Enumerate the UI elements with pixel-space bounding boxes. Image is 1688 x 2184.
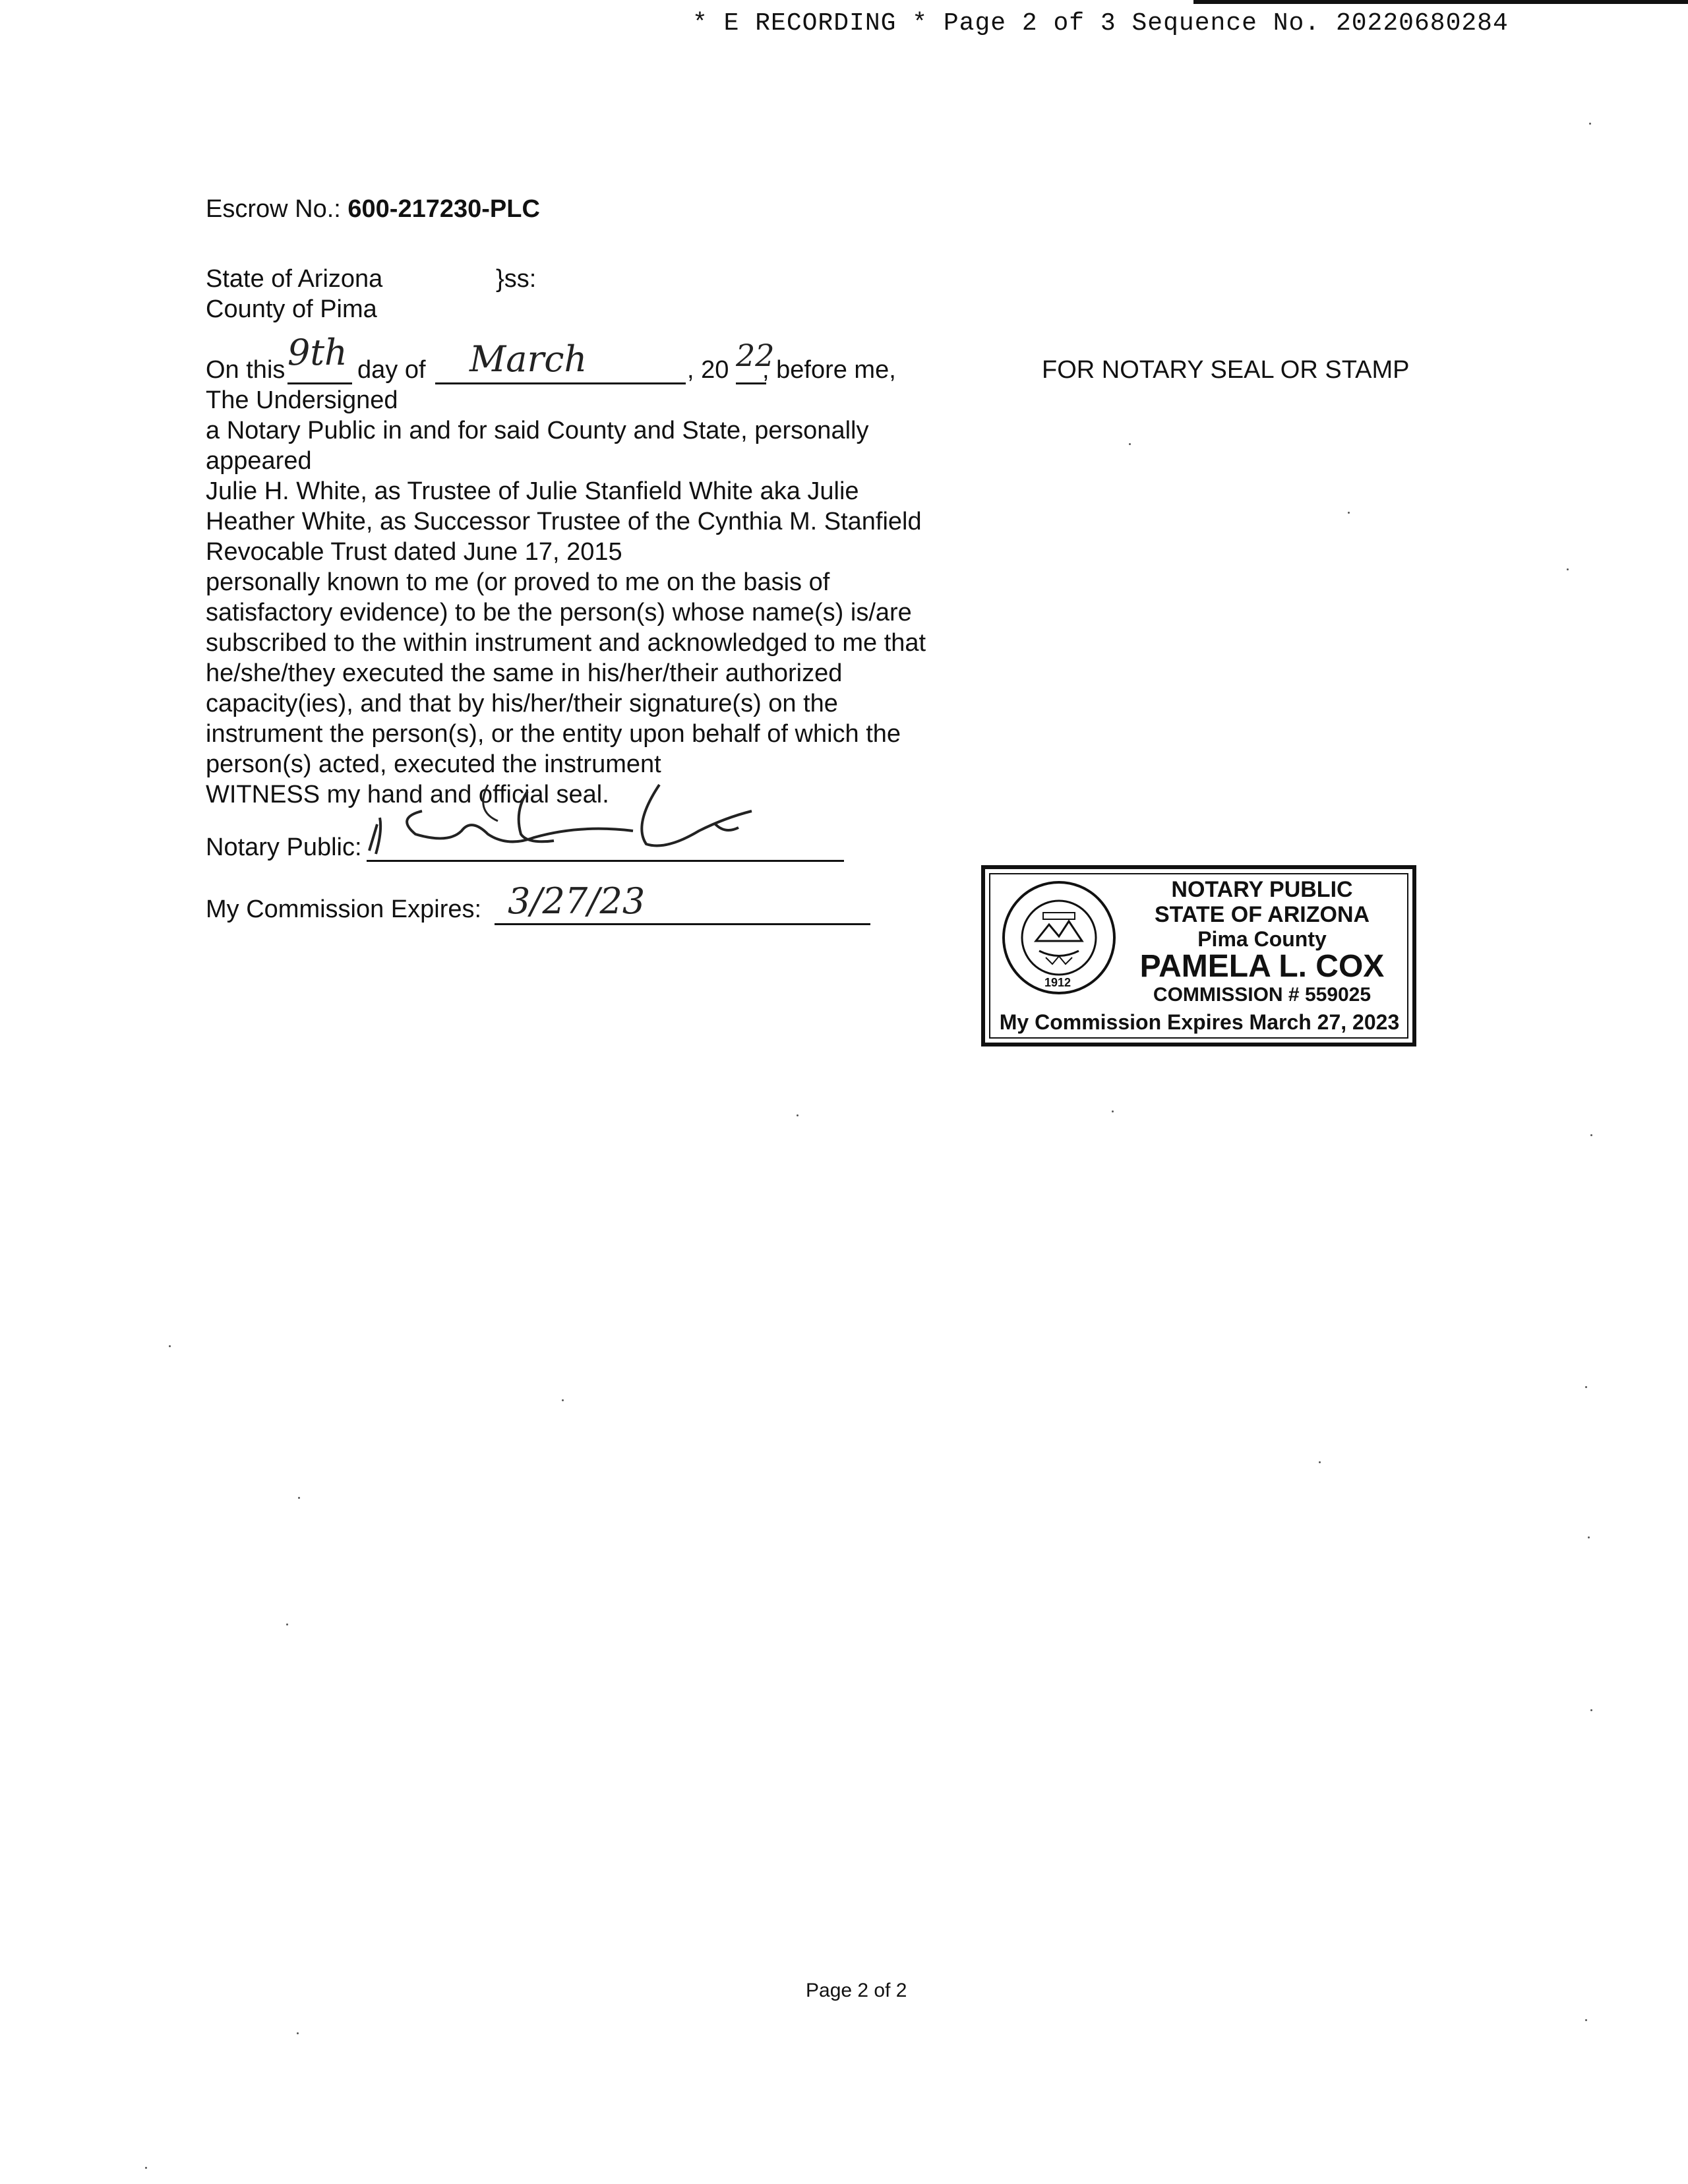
witness-line: WITNESS my hand and official seal. bbox=[206, 781, 609, 808]
scan-speck bbox=[1319, 1461, 1321, 1463]
appeared-line: appeared bbox=[206, 447, 312, 475]
stamp-county: Pima County bbox=[1197, 927, 1327, 951]
scan-speck bbox=[1588, 1536, 1590, 1538]
body-line-7: person(s) acted, executed the instrument bbox=[206, 750, 661, 778]
body-line-4: he/she/they executed the same in his/her/their authorized bbox=[206, 659, 843, 687]
day-of-label: day of bbox=[357, 356, 426, 384]
notary-public-label: Notary Public: bbox=[206, 834, 362, 861]
commission-expires-handwritten: 3/27/23 bbox=[508, 880, 646, 922]
scan-speck bbox=[297, 2032, 299, 2034]
stamp-commission-expires: My Commission Expires March 27, 2023 bbox=[999, 1010, 1400, 1034]
signer-name-line1: Julie H. White, as Trustee of Julie Stanfield White aka Julie bbox=[206, 477, 859, 505]
body-line-2: satisfactory evidence) to be the person(s) whose name(s) is/are bbox=[206, 599, 912, 626]
on-this-label: On this bbox=[206, 356, 286, 384]
escrow-line bbox=[206, 194, 540, 224]
before-me-label: , before me, bbox=[762, 356, 896, 384]
scan-speck bbox=[169, 1345, 171, 1347]
day-handwritten: 9th bbox=[287, 332, 347, 373]
scan-speck bbox=[1585, 1386, 1587, 1388]
scan-speck bbox=[1112, 1110, 1114, 1112]
officer-name: The Undersigned bbox=[206, 386, 398, 414]
scan-speck bbox=[1589, 123, 1591, 125]
scan-speck bbox=[298, 1497, 300, 1499]
stamp-state: STATE OF ARIZONA bbox=[1154, 902, 1370, 927]
scan-speck bbox=[1348, 512, 1350, 514]
year-prefix: , 20 bbox=[687, 356, 729, 384]
scan-speck bbox=[1585, 2019, 1587, 2021]
year-handwritten: 22 bbox=[736, 338, 775, 373]
scan-speck bbox=[797, 1114, 799, 1116]
escrow-label: Escrow No.: bbox=[206, 195, 341, 223]
venue-ss: }ss: bbox=[496, 265, 537, 293]
body-line-1: personally known to me (or proved to me on the basis of bbox=[206, 568, 830, 596]
commission-expires-label: My Commission Expires: bbox=[206, 895, 482, 923]
scan-speck bbox=[1567, 568, 1569, 570]
body-line-6: instrument the person(s), or the entity upon behalf of which the bbox=[206, 720, 901, 748]
venue-county: County of Pima bbox=[206, 295, 377, 323]
signer-name-line2: Heather White, as Successor Trustee of the Cynthia M. Stanfield bbox=[206, 508, 922, 535]
notary-clause: a Notary Public in and for said County and State, personally bbox=[206, 417, 869, 444]
scan-speck bbox=[286, 1623, 288, 1625]
header-rule bbox=[1193, 0, 1688, 4]
scan-speck bbox=[1129, 443, 1131, 445]
stamp-notary-name: PAMELA L. COX bbox=[1139, 949, 1385, 984]
scan-speck bbox=[1590, 1134, 1592, 1136]
recording-header: * E RECORDING * Page 2 of 3 Sequence No. 20220680284 bbox=[692, 9, 1509, 38]
stamp-title: NOTARY PUBLIC bbox=[1171, 877, 1353, 902]
stamp-commission-number: COMMISSION # 559025 bbox=[1153, 984, 1372, 1006]
month-handwritten: March bbox=[469, 338, 588, 380]
notary-stamp bbox=[981, 865, 1416, 1046]
venue-state: State of Arizona bbox=[206, 265, 383, 293]
escrow-number: 600-217230-PLC bbox=[347, 195, 540, 223]
scan-speck bbox=[1590, 1709, 1592, 1711]
notary-signature bbox=[356, 772, 778, 870]
body-line-3: subscribed to the within instrument and acknowledged to me that bbox=[206, 629, 926, 657]
scan-speck bbox=[145, 2167, 147, 2169]
body-line-5: capacity(ies), and that by his/her/their signature(s) on the bbox=[206, 690, 838, 717]
signer-name-line3: Revocable Trust dated June 17, 2015 bbox=[206, 538, 622, 566]
seal-year: 1912 bbox=[1044, 976, 1071, 989]
seal-area-label: FOR NOTARY SEAL OR STAMP bbox=[1042, 356, 1410, 384]
scan-speck bbox=[562, 1399, 564, 1401]
page-footer: Page 2 of 2 bbox=[806, 1980, 907, 2001]
